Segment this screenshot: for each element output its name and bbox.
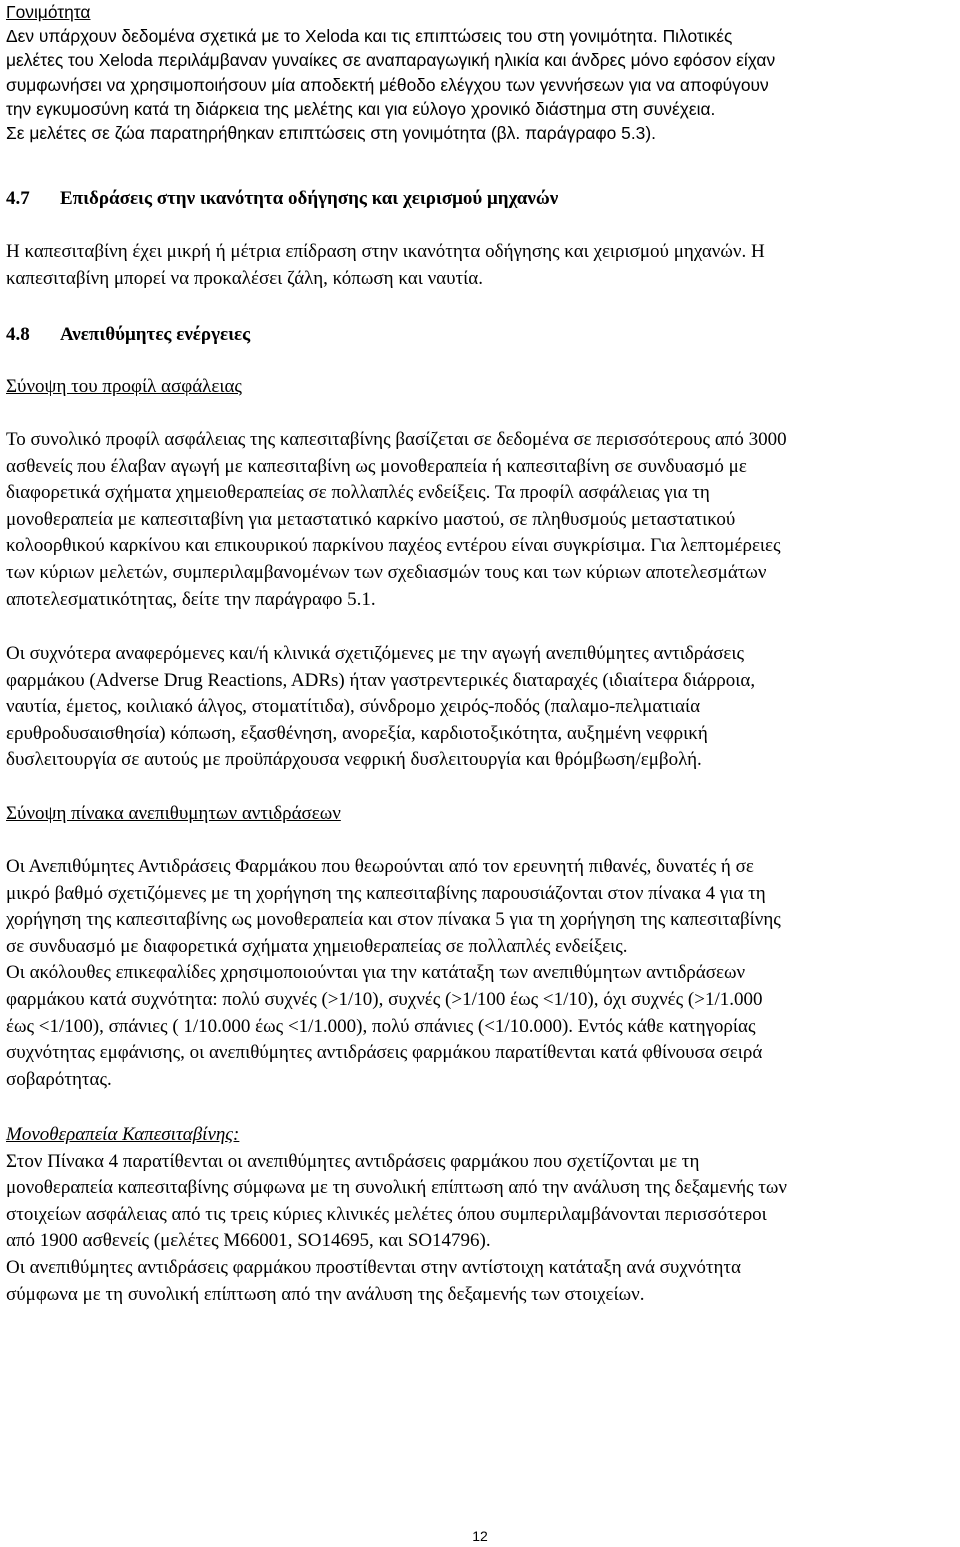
page-number: 12 xyxy=(472,1528,488,1544)
safety-profile-paragraph xyxy=(6,427,956,613)
paragraph-line: σε συνδυασμό με διαφορετικά σχήματα χημειοθεραπείας σε πολλαπλές ενδείξεις. xyxy=(6,935,628,957)
section-4-8-heading xyxy=(6,323,250,347)
table-summary-heading: Σύνοψη πίνακα ανεπιθυμητων αντιδράσεων xyxy=(6,803,341,824)
fertility-title: Γονιμότητα xyxy=(6,2,91,22)
paragraph-line: από 1900 ασθενείς (μελέτες M66001, SO14695, και SO14796). xyxy=(6,1230,491,1252)
paragraph-line: έως <1/100), σπάνιες ( 1/10.000 έως <1/1.000), πολύ σπάνιες (<1/10.000). Εντός κάθε κατηγορίας xyxy=(6,1015,756,1037)
paragraph-line: Στον Πίνακα 4 παρατίθενται οι ανεπιθύμητες αντιδράσεις φαρμάκου που σχετίζονται με τη xyxy=(6,1150,700,1172)
paragraph-line: Οι ακόλουθες επικεφαλίδες χρησιμοποιούνται για την κατάταξη των ανεπιθύμητων αντιδράσεων xyxy=(6,962,746,984)
adr-paragraph xyxy=(6,641,956,774)
fertility-line: Δεν υπάρχουν δεδομένα σχετικά με το Xeloda και τις επιπτώσεις του στη γονιμότητα. Πιλοτικές xyxy=(6,26,733,47)
paragraph-line: συχνότητας εμφάνισης, οι ανεπιθύμητες αντιδράσεις φαρμάκου παρατίθενται κατά φθίνουσα σειρά xyxy=(6,1042,763,1064)
driving-line: καπεσιταβίνη μπορεί να προκαλέσει ζάλη, κόπωση και ναυτία. xyxy=(6,267,483,289)
paragraph-line: Οι ανεπιθύμητες αντιδράσεις φαρμάκου προστίθενται στην αντίστοιχη κατάταξη ανά συχνότητα xyxy=(6,1256,741,1278)
paragraph-line: στοιχείων ασφάλειας από τις τρεις κύριες κλινικές μελέτες όπου συμπεριλαμβάνονται περισσότεροι xyxy=(6,1203,767,1225)
fertility-line: Σε μελέτες σε ζώα παρατηρήθηκαν επιπτώσεις στη γονιμότητα (βλ. παράγραφο 5.3). xyxy=(6,123,656,144)
driving-line: Η καπεσιταβίνη έχει μικρή ή μέτρια επίδραση στην ικανότητα οδήγησης και χειρισμού μηχανών. Η xyxy=(6,241,765,262)
section-4-7-heading xyxy=(6,187,558,211)
paragraph-line: αποτελεσματικότητας, δείτε την παράγραφο 5.1. xyxy=(6,588,376,610)
safety-profile-heading: Σύνοψη του προφίλ ασφάλειας xyxy=(6,376,242,397)
fertility-section xyxy=(6,0,956,145)
paragraph-line: διαφορετικά σχήματα χημειοθεραπείας σε πολλαπλές ενδείξεις. Τα προφίλ ασφάλειας για τη xyxy=(6,482,710,504)
monotherapy-section xyxy=(6,1122,956,1308)
paragraph-line: δυσλειτουργία σε αυτούς με προϋπάρχουσα νεφρική δυσλειτουργία και θρόμβωση/εμβολή. xyxy=(6,749,702,771)
paragraph-line: μονοθεραπεία καπεσιταβίνης σύμφωνα με τη συνολική επίπτωση από την ανάλυση της δεξαμενής των xyxy=(6,1177,788,1199)
paragraph-line: των κύριων μελετών, συμπεριλαμβανομένων των σχεδιασμών τους και των κύριων αποτελεσμάτων xyxy=(6,561,767,583)
fertility-line: μελέτες του Xeloda περιλάμβαναν γυναίκες σε αναπαραγωγική ηλικία και άνδρες μόνο εφόσον είχαν xyxy=(6,50,776,71)
paragraph-line: φαρμάκου (Adverse Drug Reactions, ADRs) ήταν γαστρεντερικές διαταραχές (ιδιαίτερα διάρροια, xyxy=(6,669,756,691)
fertility-line: την εγκυμοσύνη κατά τη διάρκεια της μελέτης και για εύλογο χρονικό διάστημα στη συνέχεια. xyxy=(6,98,716,119)
section-4-8-number: 4.8 xyxy=(6,324,30,345)
monotherapy-heading: Μονοθεραπεία Καπεσιταβίνης: xyxy=(6,1124,240,1145)
paragraph-line: φαρμάκου κατά συχνότητα: πολύ συχνές (>1/10), συχνές (>1/100 έως <1/10), όχι συχνές (>1/1.000 xyxy=(6,988,763,1010)
paragraph-line: Το συνολικό προφίλ ασφάλειας της καπεσιταβίνης βασίζεται σε δεδομένα σε περισσότερους από 3000 xyxy=(6,429,787,450)
paragraph-line: μικρό βαθμό σχετιζόμενες με τη χορήγηση της καπεσιταβίνης παρουσιάζονται στον πίνακα 4 για τη xyxy=(6,882,766,904)
paragraph-line: κολοορθικού καρκίνου και επικουρικού παρκίνου παχέος εντέρου είναι συγκρίσιμα. Για λεπτομέρειες xyxy=(6,535,781,557)
paragraph-line: Οι συχνότερα αναφερόμενες και/ή κλινικά σχετιζόμενες με την αγωγή ανεπιθύμητες αντιδράσεις xyxy=(6,643,745,664)
paragraph-line: ναυτία, έμετος, κοιλιακό άλγος, στοματίτιδα), σύνδρομο χειρός-ποδός (παλαμο-πελματιαία xyxy=(6,696,701,718)
paragraph-line: σοβαρότητας. xyxy=(6,1068,112,1090)
fertility-line: συμφωνήσει να χρησιμοποιήσουν μία αποδεκτή μέθοδο ελέγχου των γεννήσεων για να αποφύγουν xyxy=(6,74,769,95)
section-4-7-title: Επιδράσεις στην ικανότητα οδήγησης και χειρισμού μηχανών xyxy=(60,188,559,209)
paragraph-line: χορήγηση της καπεσιταβίνης ως μονοθεραπεία και στον πίνακα 5 για τη χορήγηση της καπεσιταβίνης xyxy=(6,909,781,931)
section-4-7-number: 4.7 xyxy=(6,188,30,209)
paragraph-line: ερυθροδυσαισθησία) κόπωση, εξασθένηση, ανορεξία, καρδιοτοξικότητα, αυξημένη νεφρική xyxy=(6,722,708,744)
frequency-paragraph xyxy=(6,854,956,1093)
paragraph-line: ασθενείς που έλαβαν αγωγή με καπεσιταβίνη ως μονοθεραπεία ή καπεσιταβίνη σε συνδυασμό με xyxy=(6,455,747,477)
paragraph-line: Οι Ανεπιθύμητες Αντιδράσεις Φαρμάκου που θεωρούνται από τον ερευνητή πιθανές, δυνατές ή σε xyxy=(6,856,754,877)
paragraph-line: μονοθεραπεία με καπεσιταβίνη για μεταστατικό καρκίνο μαστού, σε πληθυσμούς μεταστατικού xyxy=(6,508,736,530)
paragraph-line: σύμφωνα με τη συνολική επίπτωση από την ανάλυση της δεξαμενής των στοιχείων. xyxy=(6,1283,645,1305)
driving-paragraph xyxy=(6,239,956,292)
section-4-8-title: Ανεπιθύμητες ενέργειες xyxy=(60,324,251,345)
